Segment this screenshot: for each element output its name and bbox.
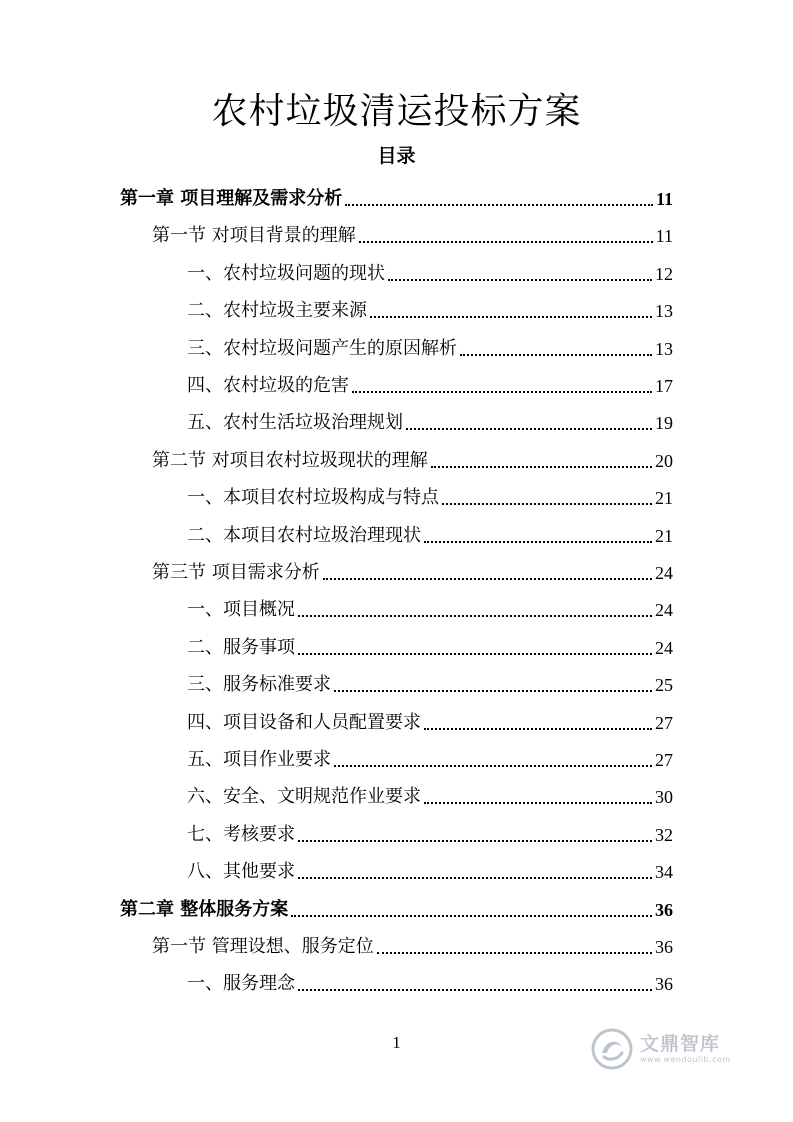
toc-section-entry[interactable] [152,549,673,586]
toc-entry-page-number: 11 [655,189,673,209]
toc-entry-page-number: 19 [655,413,673,434]
toc-entry-label: 四、项目设备和人员配置要求 [187,711,421,733]
watermark-brand: 文鼎智库 [640,1033,721,1055]
toc-item-entry[interactable] [187,325,673,362]
toc-dot-leader [460,354,652,356]
page-number: 1 [392,1033,401,1052]
toc-entry-label: 第二章 整体服务方案 [120,898,289,920]
toc-dot-leader [334,765,652,767]
toc-item-entry[interactable] [187,287,673,324]
toc-entry-label: 第一节 管理设想、服务定位 [152,936,374,957]
toc-entry-page-number: 30 [655,787,673,808]
toc-dot-leader [298,653,652,655]
toc-entry-page-number: 24 [655,637,673,658]
toc-section-entry[interactable] [152,437,673,474]
toc-dot-leader [298,877,652,879]
toc-item-entry[interactable] [187,512,673,549]
toc-dot-leader [424,541,652,543]
toc-item-entry[interactable] [187,811,673,848]
toc-entry-label: 第一节 对项目背景的理解 [152,225,356,247]
toc-item-entry[interactable] [187,773,673,810]
document-title: 农村垃圾清运投标方案 [211,91,582,132]
toc-entry-label: 四、农村垃圾的危害 [187,375,349,396]
toc-dot-leader [291,915,652,917]
toc-chapter-entry[interactable] [120,175,673,212]
toc-dot-leader [352,391,652,393]
toc-dot-leader [298,840,652,842]
watermark-url: www.wendoulib.com [640,1055,731,1064]
toc-entry-label: 二、农村垃圾主要来源 [187,300,367,322]
toc-entry-label: 三、农村垃圾问题产生的原因解析 [187,337,457,359]
toc-dot-leader [323,578,652,580]
toc-entry-label: 二、本项目农村垃圾治理现状 [187,524,421,546]
toc-dot-leader [388,279,652,281]
toc-entry-page-number: 24 [655,600,673,621]
toc-item-entry[interactable] [187,474,673,511]
toc-entry-label: 一、项目概况 [187,599,295,621]
toc-entry-page-number: 21 [655,525,673,546]
toc-entry-label: 第二节 对项目农村垃圾现状的理解 [152,449,428,471]
toc-chapter-entry[interactable] [120,886,673,923]
toc-entry-label: 八、其他要求 [187,861,295,883]
toc-item-entry[interactable] [187,736,673,773]
toc-item-entry[interactable] [187,699,673,736]
toc-entry-page-number: 32 [655,824,673,845]
toc-item-entry[interactable] [187,399,673,436]
toc-entry-label: 一、服务理念 [187,973,295,995]
toc-dot-leader [424,728,652,730]
toc-item-entry[interactable] [187,250,673,287]
toc-dot-leader [298,615,652,617]
toc-dot-leader [345,204,653,206]
toc-entry-label: 第一章 项目理解及需求分析 [120,188,343,209]
toc-entry-page-number: 20 [655,450,673,471]
toc-item-entry[interactable] [187,586,673,623]
toc-entry-page-number: 25 [655,675,673,696]
toc-section-entry[interactable] [152,923,673,960]
toc-entry-label: 一、本项目农村垃圾构成与特点 [187,487,439,509]
toc-entry-page-number: 36 [655,899,673,920]
toc-dot-leader [406,428,652,430]
toc-dot-leader [334,690,652,692]
toc-item-entry[interactable] [187,848,673,885]
toc-entry-page-number: 36 [655,974,673,995]
toc-entry-page-number: 34 [655,862,673,883]
toc-item-entry[interactable] [187,661,673,698]
toc-entry-page-number: 27 [655,712,673,733]
wendou-logo-icon [590,1027,634,1071]
toc-entry-label: 二、服务事项 [187,636,295,658]
toc-entry-page-number: 13 [655,301,673,322]
toc-entry-label: 一、农村垃圾问题的现状 [187,262,385,284]
toc-entry-page-number: 27 [655,750,673,770]
toc-entry-label: 五、项目作业要求 [187,749,331,770]
toc-entry-page-number: 11 [655,226,673,247]
toc-dot-leader [359,241,653,243]
toc-entry-page-number: 13 [655,338,673,359]
toc-item-entry[interactable] [187,362,673,399]
toc-entry-page-number: 21 [655,488,673,509]
toc-entry-page-number: 17 [655,376,673,396]
toc-entry-label: 第三节 项目需求分析 [152,562,320,583]
toc-entry-label: 六、安全、文明规范作业要求 [187,786,421,808]
toc-dot-leader [298,989,652,991]
toc-entry-page-number: 24 [655,563,673,583]
toc-item-entry[interactable] [187,960,673,997]
watermark [590,1020,760,1078]
toc-dot-leader [431,466,652,468]
toc-dot-leader [424,802,652,804]
toc-section-entry[interactable] [152,212,673,249]
toc-dot-leader [377,952,652,954]
toc-entry-page-number: 12 [655,263,673,284]
toc-entry-label: 三、服务标准要求 [187,674,331,696]
toc-heading: 目录 [377,145,416,167]
toc-item-entry[interactable] [187,624,673,661]
toc-entry-label: 五、农村生活垃圾治理规划 [187,412,403,434]
toc-dot-leader [370,316,652,318]
toc-entry-page-number: 36 [655,937,673,957]
toc-entry-label: 七、考核要求 [187,823,295,845]
toc-dot-leader [442,503,652,505]
